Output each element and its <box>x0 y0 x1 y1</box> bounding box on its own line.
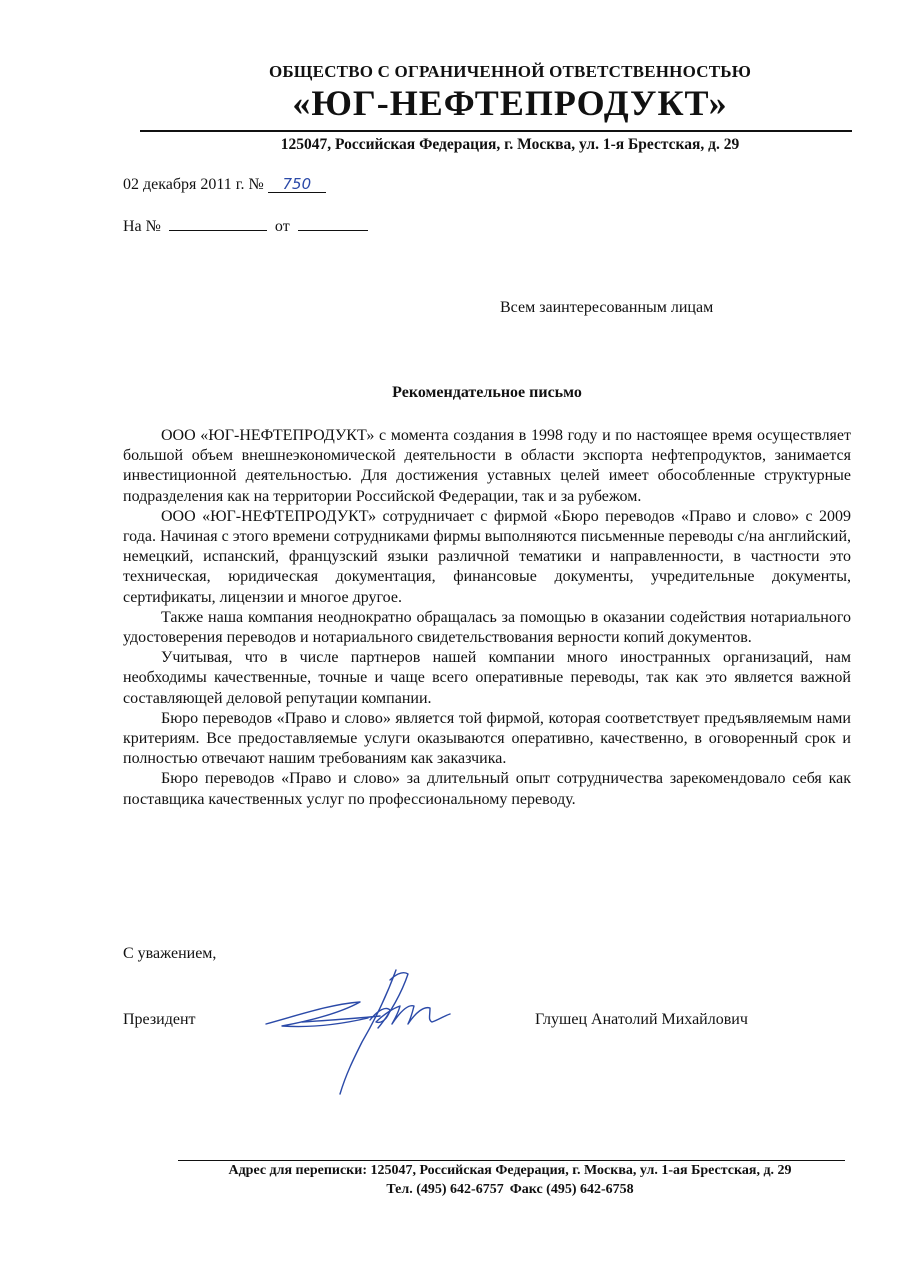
org-type-heading: ОБЩЕСТВО С ОГРАНИЧЕННОЙ ОТВЕТСТВЕННОСТЬЮ <box>268 62 752 81</box>
reference-line <box>123 216 368 236</box>
letter-date: 02 декабря 2011 г. № <box>123 176 264 193</box>
date-line <box>123 176 326 194</box>
letter-body <box>123 426 851 810</box>
letterhead-address: 125047, Российская Федерация, г. Москва, ул. 1-я Брестская, д. 29 <box>280 136 740 153</box>
letter-number: 750 <box>268 176 326 193</box>
ref-date-blank <box>298 216 368 231</box>
paragraph: ООО «ЮГ-НЕФТЕПРОДУКТ» сотрудничает с фирмой «Бюро переводов «Право и слово» с 2009 года. Начиная с этого времени сотрудниками фирмы выполняются письменные переводы с/на английский, немецкий, испанский, французский языки различной тематики и направленности, в частности это техническая, юридическая документация, финансовые документы, учредительные документы, сертификаты, лицензии и многое другое. <box>123 507 851 606</box>
paragraph: Бюро переводов «Право и слово» является той фирмой, которая соответствует предъявляемым нами критериям. Все предоставляемые услуги оказываются оперативно, качественно, в оговоренный срок и полностью отвечают нашим требованиям как заказчика. <box>123 709 851 768</box>
letterhead-divider <box>140 130 852 132</box>
signatory-position: Президент <box>123 1011 196 1028</box>
ref-from: от <box>274 218 290 235</box>
paragraph: Бюро переводов «Право и слово» за длительный опыт сотрудничества зарекомендовало себя как поставщика качественных услуг по профессиональному переводу. <box>123 770 851 808</box>
footer-address: Адрес для переписки: 125047, Российская Федерация, г. Москва, ул. 1-ая Брестская, д. 29 <box>228 1163 792 1178</box>
signature-image <box>262 962 462 1102</box>
paragraph: Учитывая, что в числе партнеров нашей компании много иностранных организаций, нам необходимы качественные, точные и чаще всего оперативные переводы, так как это является важной составляющей деловой репутации компании. <box>123 649 851 707</box>
letter-title: Рекомендательное письмо <box>392 384 582 401</box>
org-name-heading: «ЮГ-НЕФТЕПРОДУКТ» <box>292 83 728 123</box>
recipient: Всем заинтересованным лицам <box>500 299 714 316</box>
closing: С уважением, <box>123 945 217 962</box>
footer-phone: Тел. (495) 642-6757 <box>386 1182 504 1197</box>
footer-contacts <box>140 1182 880 1198</box>
footer-fax: Факс (495) 642-6758 <box>509 1182 634 1197</box>
signatory-name: Глушец Анатолий Михайлович <box>535 1011 748 1028</box>
ref-prefix: На № <box>123 218 161 235</box>
footer-divider <box>178 1160 845 1161</box>
paragraph: Также наша компания неоднократно обращалась за помощью в оказании содействия нотариального удостоверения переводов и нотариального свидетельствования верности копий документов. <box>123 608 851 647</box>
paragraph: ООО «ЮГ-НЕФТЕПРОДУКТ» с момента создания в 1998 году и по настоящее время осуществляет большой объем внешнеэкономической деятельности в области экспорта нефтепродуктов, занимается инвестиционной деятельностью. Для достижения уставных целей имеет обособленные структурные подразделения как на территории Российской Федерации, так и за рубежом. <box>123 427 851 505</box>
ref-number-blank <box>169 216 267 231</box>
